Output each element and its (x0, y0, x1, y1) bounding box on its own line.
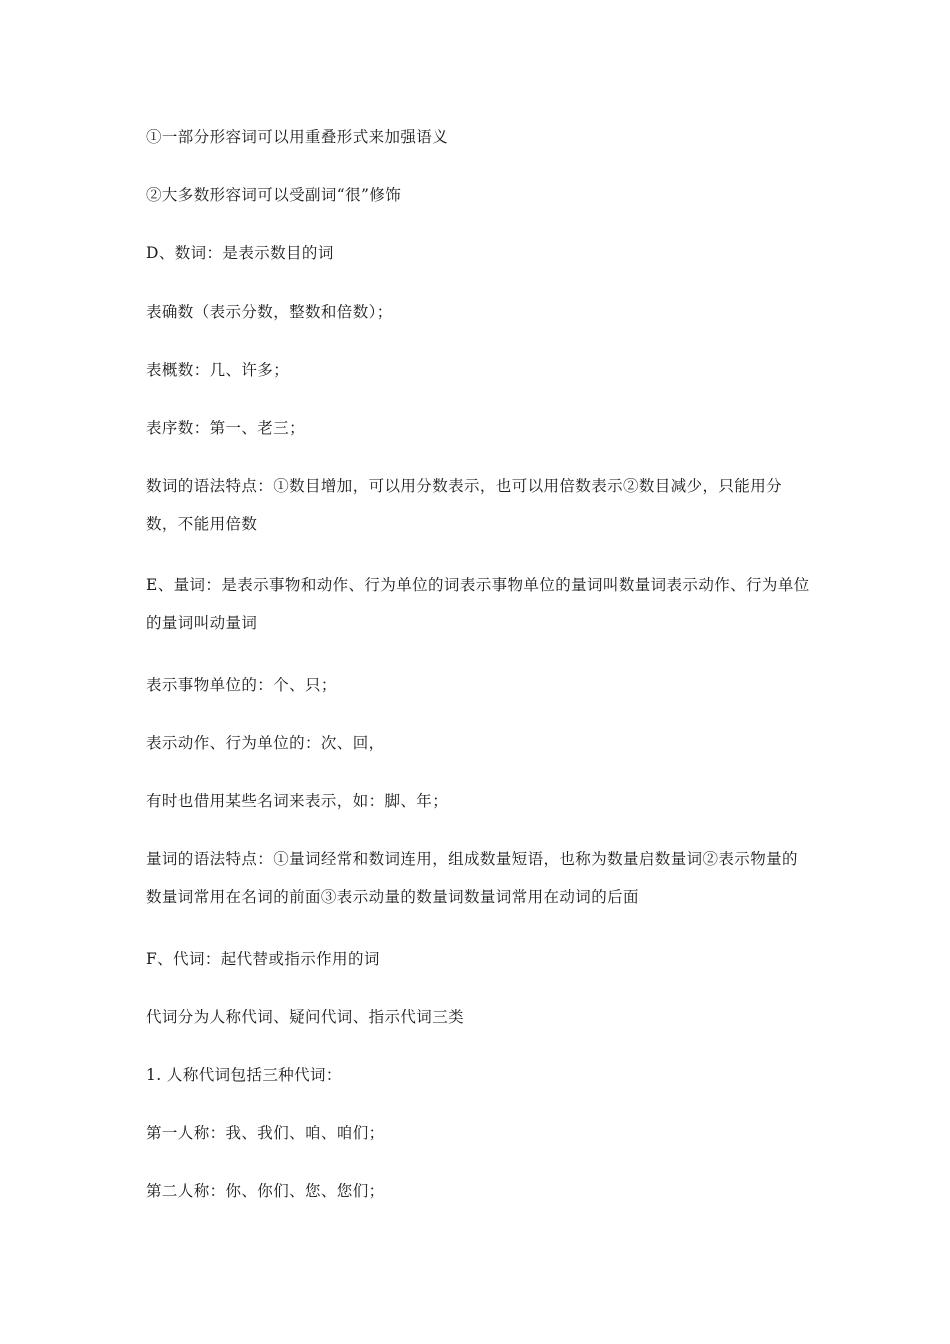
paragraph-ordinal-number: 表序数：第一、老三； (146, 419, 306, 437)
paragraph-action-units: 表示动作、行为单位的：次、回， (146, 734, 385, 752)
paragraph-first-person: 第一人称：我、我们、咱、咱们； (146, 1124, 385, 1142)
paragraph-approximate-number: 表概数：几、许多； (146, 361, 290, 379)
paragraph-numeral-grammar: 数词的语法特点：①数目增加，可以用分数表示，也可以用倍数表示②数目减少，只能用分数，不能用倍数 (146, 477, 783, 533)
paragraph-numeral-heading: D、数词：是表示数目的词 (146, 244, 334, 262)
paragraph-personal-pronouns: 1. 人称代词包括三种代词： (146, 1066, 342, 1084)
paragraph-adjective-adverb: ②大多数形容词可以受副词“很”修饰 (146, 186, 402, 204)
paragraph-measure-word-grammar: 量词的语法特点：①量词经常和数词连用，组成数量短语，也称为数量启数量词②表示物量的数量词常用在名词的前面③表示动量的数量词数量词常用在动词的后面 (146, 850, 798, 906)
paragraph-object-units: 表示事物单位的：个、只； (146, 676, 337, 694)
paragraph-pronoun-heading: F、代词：起代替或指示作用的词 (146, 950, 380, 968)
paragraph-borrowed-nouns: 有时也借用某些名词来表示，如：脚、年； (146, 792, 449, 810)
paragraph-second-person: 第二人称：你、你们、您、您们； (146, 1182, 385, 1200)
paragraph-adjective-reduplication: ①一部分形容词可以用重叠形式来加强语义 (146, 128, 449, 146)
paragraph-measure-word-heading: E、量词：是表示事物和动作、行为单位的词表示事物单位的量词叫数量词表示动作、行为单位的量词叫动量词 (146, 576, 810, 632)
paragraph-pronoun-types: 代词分为人称代词、疑问代词、指示代词三类 (146, 1008, 465, 1026)
paragraph-definite-number: 表确数（表示分数，整数和倍数）； (146, 303, 393, 321)
